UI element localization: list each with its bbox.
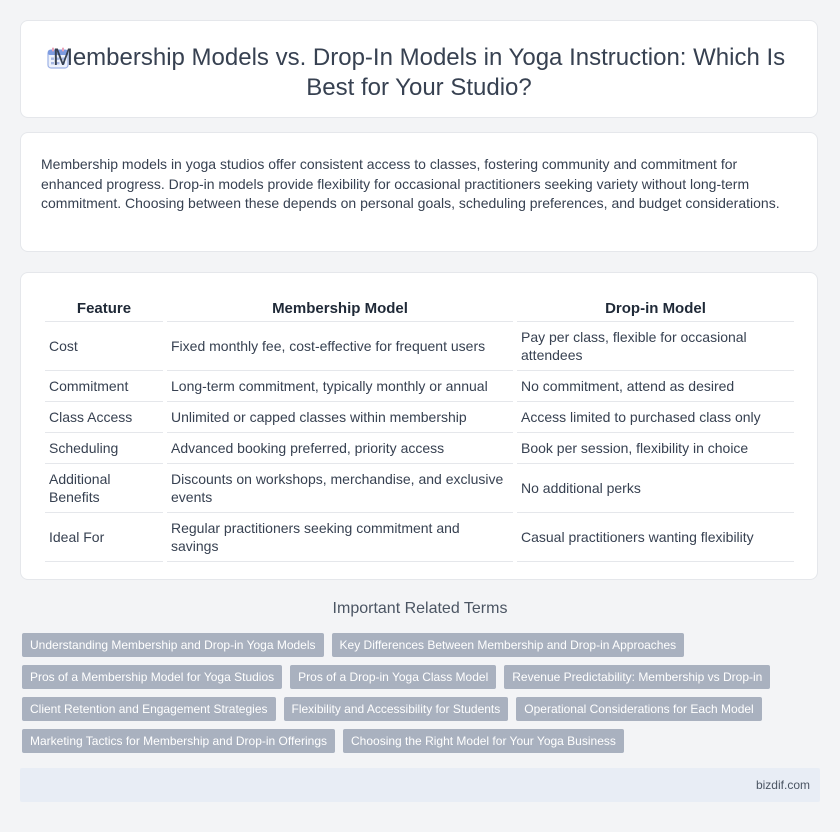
cell-dropin: No commitment, attend as desired: [517, 371, 794, 402]
footer: [20, 768, 820, 802]
related-term-tag[interactable]: Flexibility and Accessibility for Students: [284, 697, 509, 721]
cell-dropin: Access limited to purchased class only: [517, 402, 794, 433]
related-term-tag[interactable]: Marketing Tactics for Membership and Drop-in Offerings: [22, 729, 335, 753]
related-terms-list: [22, 633, 782, 753]
title-card: [20, 20, 818, 118]
cell-dropin: Book per session, flexibility in choice: [517, 433, 794, 464]
related-term-tag[interactable]: Pros of a Membership Model for Yoga Studios: [22, 665, 282, 689]
cell-dropin: Pay per class, flexible for occasional attendees: [517, 322, 794, 371]
cell-dropin: Casual practitioners wanting flexibility: [517, 513, 794, 562]
footer-site-link[interactable]: bizdif.com: [755, 778, 810, 792]
page-title: Membership Models vs. Drop-In Models in Yoga Instruction: Which Is Best for Your Studio?: [52, 44, 786, 101]
table-row: [45, 433, 794, 464]
related-term-tag[interactable]: Operational Considerations for Each Model: [516, 697, 761, 721]
cell-feature: Class Access: [45, 402, 163, 433]
header-feature: Feature: [45, 295, 163, 322]
comparison-card: [20, 272, 818, 580]
cell-membership: Regular practitioners seeking commitment and savings: [167, 513, 513, 562]
table-row: [45, 322, 794, 371]
table-row: [45, 464, 794, 513]
related-term-tag[interactable]: Key Differences Between Membership and Drop-in Approaches: [332, 633, 685, 657]
related-term-tag[interactable]: Pros of a Drop-in Yoga Class Model: [290, 665, 496, 689]
intro-paragraph: Membership models in yoga studios offer consistent access to classes, fostering community and commitment for enhanced progress. Drop-in models provide flexibility for occasional practitioners seeking variety without long-term commitment. Choosing between these depends on personal goals, scheduling preferences, and budget considerations.: [41, 156, 780, 211]
cell-feature: Cost: [45, 322, 163, 371]
cell-dropin: No additional perks: [517, 464, 794, 513]
cell-feature: Additional Benefits: [45, 464, 163, 513]
table-row: [45, 402, 794, 433]
cell-membership: Unlimited or capped classes within membership: [167, 402, 513, 433]
intro-card: [20, 132, 818, 252]
cell-feature: Ideal For: [45, 513, 163, 562]
related-term-tag[interactable]: Choosing the Right Model for Your Yoga Business: [343, 729, 624, 753]
cell-membership: Long-term commitment, typically monthly or annual: [167, 371, 513, 402]
cell-membership: Discounts on workshops, merchandise, and exclusive events: [167, 464, 513, 513]
cell-membership: Fixed monthly fee, cost-effective for frequent users: [167, 322, 513, 371]
comparison-table: [41, 295, 798, 562]
table-header-row: [45, 295, 794, 322]
table-row: [45, 513, 794, 562]
related-term-tag[interactable]: Client Retention and Engagement Strategies: [22, 697, 276, 721]
related-terms-title: Important Related Terms: [332, 600, 508, 617]
cell-feature: Scheduling: [45, 433, 163, 464]
related-term-tag[interactable]: Understanding Membership and Drop-in Yoga Models: [22, 633, 324, 657]
table-row: [45, 371, 794, 402]
cell-feature: Commitment: [45, 371, 163, 402]
header-membership: Membership Model: [167, 295, 513, 322]
cell-membership: Advanced booking preferred, priority access: [167, 433, 513, 464]
related-term-tag[interactable]: Revenue Predictability: Membership vs Drop-in: [504, 665, 770, 689]
header-dropin: Drop-in Model: [517, 295, 794, 322]
